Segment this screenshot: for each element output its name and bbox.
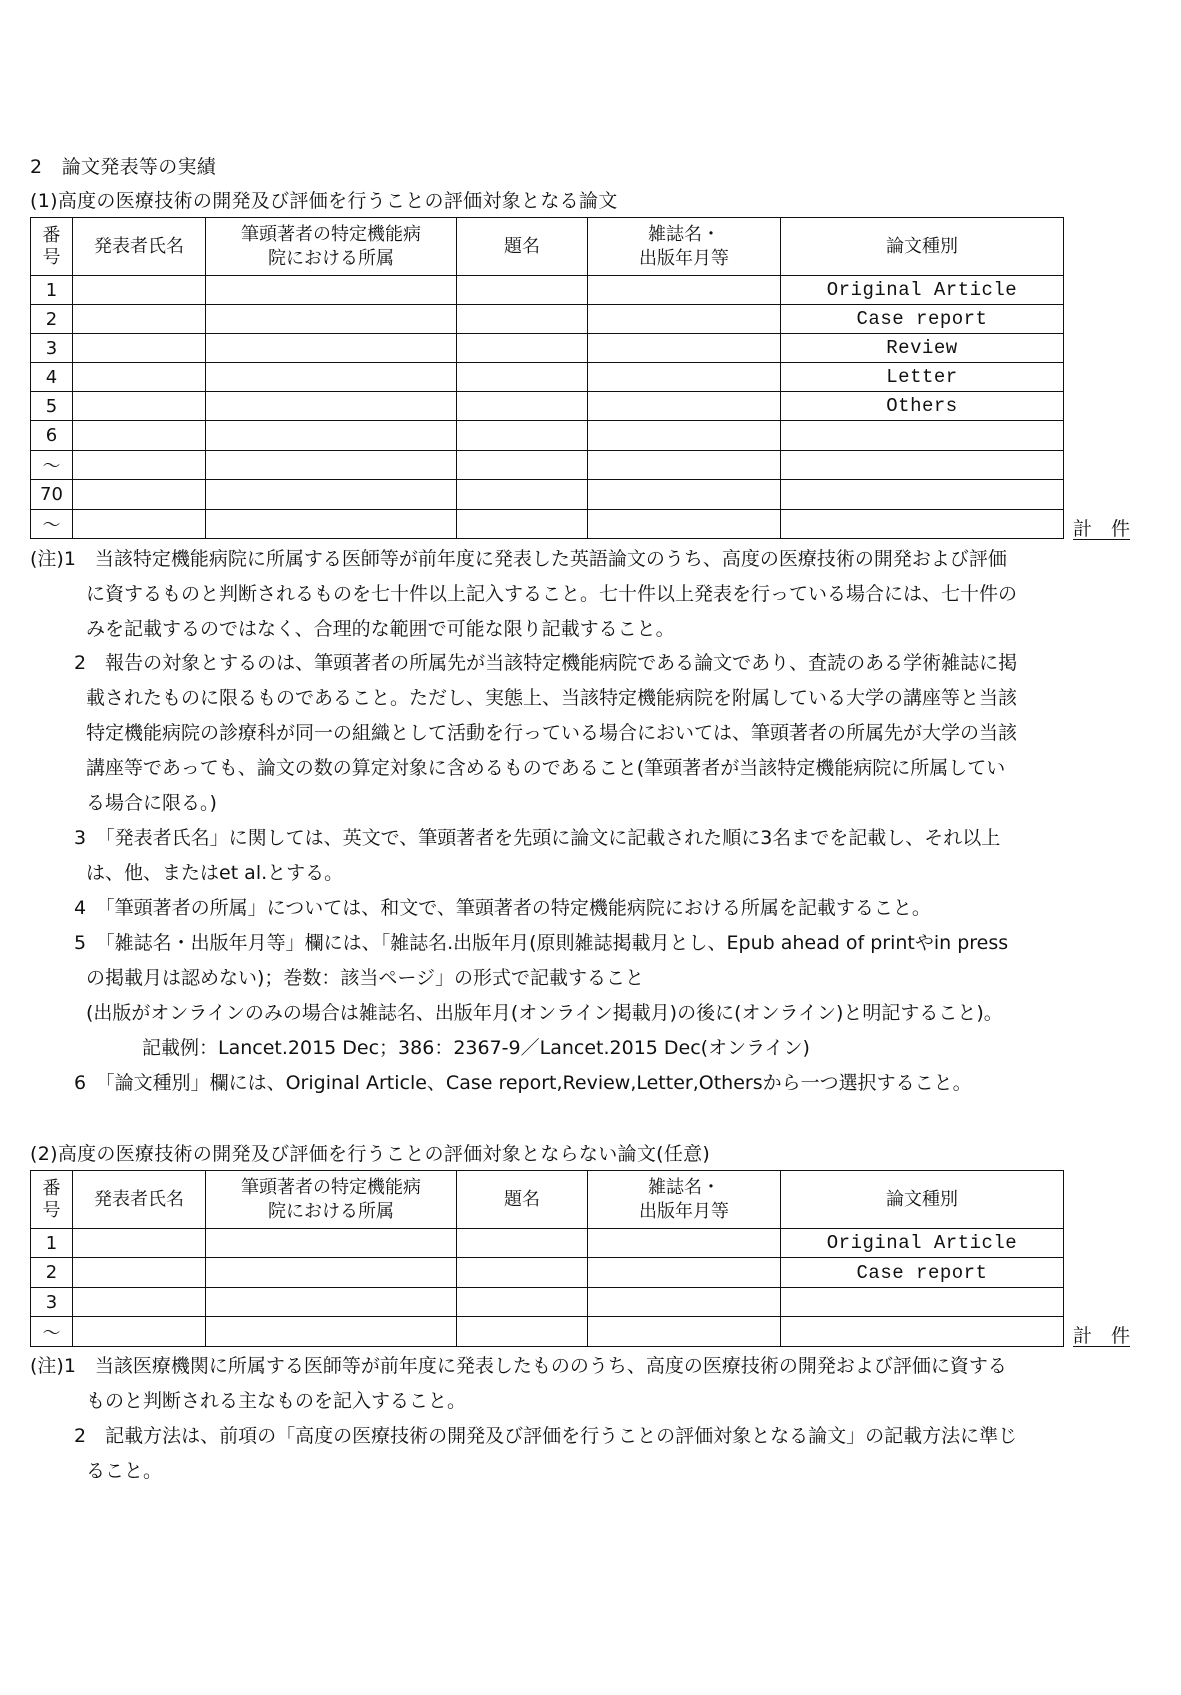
table-row (31, 334, 1064, 363)
title-cell[interactable] (457, 276, 588, 305)
row-number: 1 (31, 276, 73, 305)
note-1-line-1: (注)1 当該特定機能病院に所属する医師等が前年度に発表した英語論文のうち、高度の医療技術の開発および評価 (30, 548, 1007, 570)
affiliation-cell[interactable] (206, 480, 457, 510)
journal-cell[interactable] (588, 510, 781, 539)
header-title: 題名 (457, 218, 588, 276)
paper-type-cell[interactable] (781, 510, 1064, 539)
row-number: 3 (31, 1288, 73, 1317)
table-row (31, 363, 1064, 392)
title-cell[interactable] (457, 305, 588, 334)
row-number: ～ (31, 1317, 73, 1347)
paper-type-cell[interactable]: Others (781, 392, 1064, 421)
table-header-row (31, 218, 1064, 276)
table-row (31, 1229, 1064, 1258)
note-5-line-3: (出版がオンラインのみの場合は雑誌名、出版年月(オンライン掲載月)の後に(オンライン)と明記すること)。 (86, 1002, 1003, 1024)
row-number: 4 (31, 363, 73, 392)
journal-cell[interactable] (588, 480, 781, 510)
header-journal: 雑誌名・ 出版年月等 (588, 1171, 781, 1229)
affiliation-cell[interactable] (206, 1229, 457, 1258)
note2-2-line-1: 2 記載方法は、前項の「高度の医療技術の開発及び評価を行うことの評価対象となる論文」の記載方法に準じ (74, 1425, 1018, 1447)
authors-cell[interactable] (73, 1317, 206, 1347)
table-row (31, 1317, 1064, 1347)
header-journal: 雑誌名・ 出版年月等 (588, 218, 781, 276)
paper-type-cell[interactable]: Original Article (781, 276, 1064, 305)
title-cell[interactable] (457, 451, 588, 480)
journal-cell[interactable] (588, 334, 781, 363)
authors-cell[interactable] (73, 1288, 206, 1317)
authors-cell[interactable] (73, 276, 206, 305)
journal-cell[interactable] (588, 451, 781, 480)
journal-cell[interactable] (588, 1317, 781, 1347)
title-cell[interactable] (457, 1229, 588, 1258)
affiliation-cell[interactable] (206, 392, 457, 421)
row-number: 2 (31, 305, 73, 334)
note2-1-line-2: ものと判断される主なものを記入すること。 (86, 1390, 467, 1412)
title-cell[interactable] (457, 480, 588, 510)
paper-type-cell[interactable] (781, 421, 1064, 451)
authors-cell[interactable] (73, 1229, 206, 1258)
note-6-line-1: 6 「論文種別」欄には、Original Article、Case report,Review,Letter,Othersから一つ選択すること。 (74, 1072, 972, 1094)
part1-title: (1)高度の医療技術の開発及び評価を行うことの評価対象となる論文 (30, 190, 618, 212)
note-2-line-2: 載されたものに限るものであること。ただし、実態上、当該特定機能病院を附属している大学の講座等と当該 (86, 687, 1018, 709)
paper-type-cell[interactable]: Case report (781, 305, 1064, 334)
title-cell[interactable] (457, 392, 588, 421)
affiliation-cell[interactable] (206, 451, 457, 480)
row-number: 2 (31, 1258, 73, 1288)
title-cell[interactable] (457, 1258, 588, 1288)
note-1-line-2: に資するものと判断されるものを七十件以上記入すること。七十件以上発表を行っている場合には、七十件の (86, 583, 1018, 605)
table-row (31, 451, 1064, 480)
note-5-line-1: 5 「雑誌名・出版年月等」欄には、「雑誌名.出版年月(原則雑誌掲載月とし、Epub ahead of printやin press (74, 932, 1009, 954)
note-3-line-2: は、他、またはet al.とする。 (86, 862, 344, 884)
note-5-line-2: の掲載月は認めない)；巻数：該当ページ」の形式で記載すること (86, 967, 645, 989)
header-number: 番 号 (31, 218, 73, 276)
affiliation-cell[interactable] (206, 334, 457, 363)
total-count-2[interactable]: 計 件 (1073, 1325, 1131, 1347)
authors-cell[interactable] (73, 1258, 206, 1288)
table-header-row (31, 1171, 1064, 1229)
row-number: 6 (31, 421, 73, 451)
affiliation-cell[interactable] (206, 305, 457, 334)
title-cell[interactable] (457, 363, 588, 392)
note-3-line-1: 3 「発表者氏名」に関しては、英文で、筆頭著者を先頭に論文に記載された順に3名までを記載し、それ以上 (74, 827, 1001, 849)
authors-cell[interactable] (73, 421, 206, 451)
header-paper-type: 論文種別 (781, 1171, 1064, 1229)
title-cell[interactable] (457, 1317, 588, 1347)
row-number: 3 (31, 334, 73, 363)
affiliation-cell[interactable] (206, 421, 457, 451)
note-1-line-3: みを記載するのではなく、合理的な範囲で可能な限り記載すること。 (86, 618, 675, 640)
title-cell[interactable] (457, 510, 588, 539)
section-title: 2 論文発表等の実績 (30, 156, 217, 178)
table-row (31, 1288, 1064, 1317)
journal-cell[interactable] (588, 421, 781, 451)
row-number: 5 (31, 392, 73, 421)
paper-type-cell[interactable]: Review (781, 334, 1064, 363)
table-row (31, 480, 1064, 510)
row-number: 70 (31, 480, 73, 510)
paper-type-cell[interactable]: Letter (781, 363, 1064, 392)
note-2-line-4: 講座等であっても、論文の数の算定対象に含めるものであること(筆頭著者が当該特定機能病院に所属してい (86, 757, 1006, 779)
row-number: ～ (31, 510, 73, 539)
paper-type-cell[interactable]: Case report (781, 1258, 1064, 1288)
note2-1-line-1: (注)1 当該医療機関に所属する医師等が前年度に発表したもののうち、高度の医療技術の開発および評価に資する (30, 1355, 1007, 1377)
affiliation-cell[interactable] (206, 1288, 457, 1317)
title-cell[interactable] (457, 421, 588, 451)
table-row (31, 421, 1064, 451)
journal-cell[interactable] (588, 363, 781, 392)
journal-cell[interactable] (588, 1229, 781, 1258)
note-5-example: 記載例：Lancet.2015 Dec；386：2367-9／Lancet.2015 Dec(オンライン) (142, 1037, 810, 1059)
authors-cell[interactable] (73, 363, 206, 392)
affiliation-cell[interactable] (206, 1258, 457, 1288)
row-number: ～ (31, 451, 73, 480)
note-2-line-3: 特定機能病院の診療科が同一の組織として活動を行っている場合においては、筆頭著者の所属先が大学の当該 (86, 722, 1018, 744)
note-4-line-1: 4 「筆頭著者の所属」については、和文で、筆頭著者の特定機能病院における所属を記載すること。 (74, 897, 931, 919)
affiliation-cell[interactable] (206, 363, 457, 392)
papers-table-2 (30, 1170, 1064, 1347)
authors-cell[interactable] (73, 451, 206, 480)
table-row (31, 392, 1064, 421)
header-title: 題名 (457, 1171, 588, 1229)
paper-type-cell[interactable]: Original Article (781, 1229, 1064, 1258)
table-row (31, 276, 1064, 305)
paper-type-cell[interactable] (781, 451, 1064, 480)
journal-cell[interactable] (588, 1288, 781, 1317)
journal-cell[interactable] (588, 1258, 781, 1288)
authors-cell[interactable] (73, 392, 206, 421)
papers-table-1 (30, 217, 1064, 539)
table-row (31, 1258, 1064, 1288)
table-row (31, 305, 1064, 334)
title-cell[interactable] (457, 334, 588, 363)
table-row (31, 510, 1064, 539)
paper-type-cell[interactable] (781, 1288, 1064, 1317)
header-affiliation: 筆頭著者の特定機能病 院における所属 (206, 218, 457, 276)
authors-cell[interactable] (73, 305, 206, 334)
note-2-line-5: る場合に限る。) (86, 792, 217, 814)
authors-cell[interactable] (73, 480, 206, 510)
affiliation-cell[interactable] (206, 276, 457, 305)
journal-cell[interactable] (588, 305, 781, 334)
paper-type-cell[interactable] (781, 1317, 1064, 1347)
journal-cell[interactable] (588, 276, 781, 305)
header-authors: 発表者氏名 (73, 1171, 206, 1229)
header-authors: 発表者氏名 (73, 218, 206, 276)
paper-type-cell[interactable] (781, 480, 1064, 510)
authors-cell[interactable] (73, 334, 206, 363)
total-count-1[interactable]: 計 件 (1073, 518, 1131, 540)
title-cell[interactable] (457, 1288, 588, 1317)
header-number: 番 号 (31, 1171, 73, 1229)
part2-title: (2)高度の医療技術の開発及び評価を行うことの評価対象とならない論文(任意) (30, 1143, 711, 1165)
authors-cell[interactable] (73, 510, 206, 539)
header-paper-type: 論文種別 (781, 218, 1064, 276)
header-affiliation: 筆頭著者の特定機能病 院における所属 (206, 1171, 457, 1229)
affiliation-cell[interactable] (206, 510, 457, 539)
note-2-line-1: 2 報告の対象とするのは、筆頭著者の所属先が当該特定機能病院である論文であり、査読のある学術雑誌に掲 (74, 652, 1018, 674)
journal-cell[interactable] (588, 392, 781, 421)
row-number: 1 (31, 1229, 73, 1258)
note2-2-line-2: ること。 (86, 1460, 163, 1482)
affiliation-cell[interactable] (206, 1317, 457, 1347)
